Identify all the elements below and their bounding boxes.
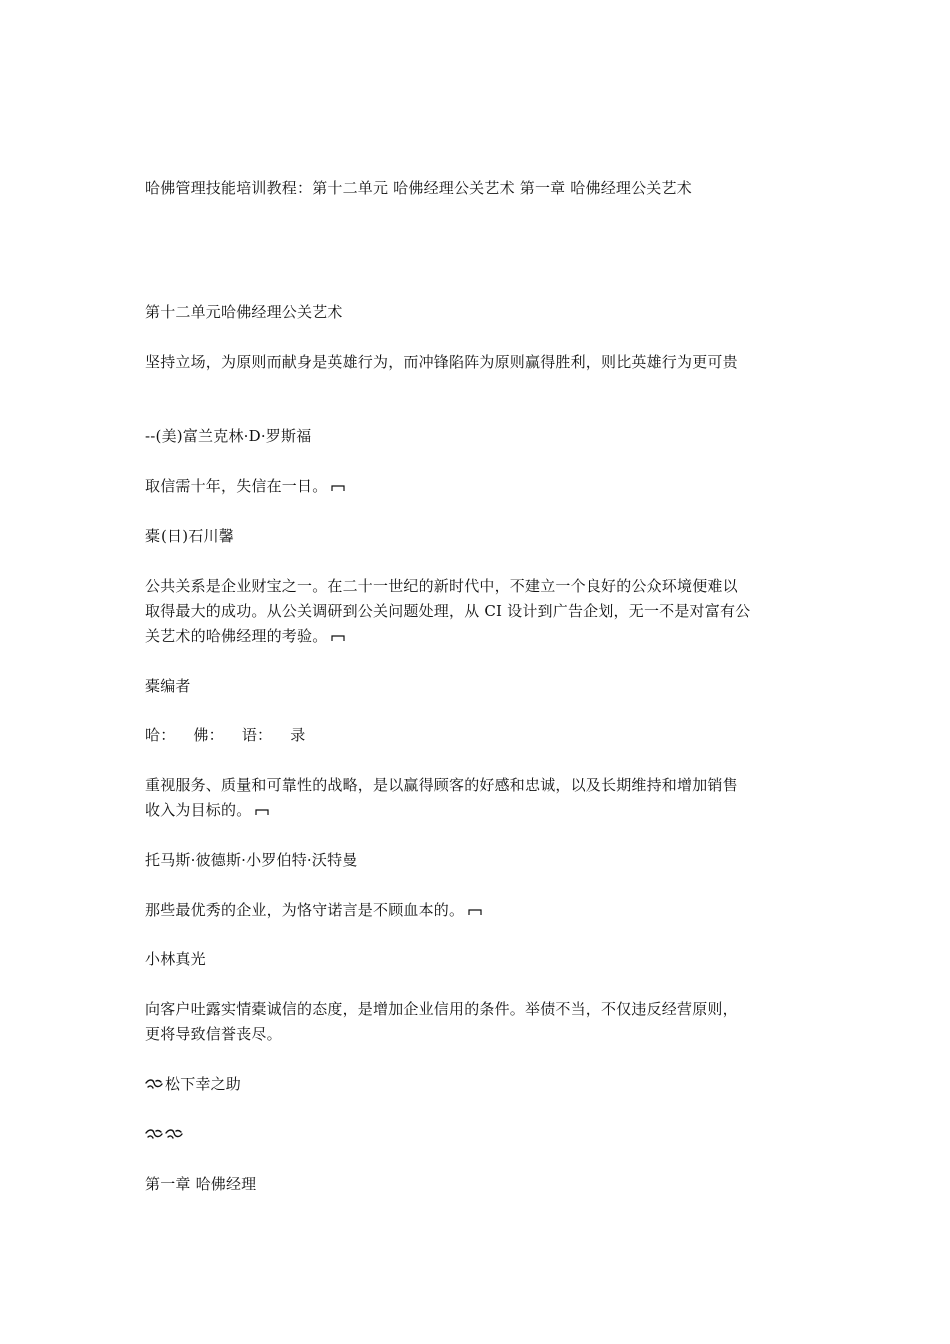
sayings-header-char: 哈： bbox=[145, 726, 176, 744]
bracket-mark-icon bbox=[331, 484, 345, 492]
sayings-header-char: 语： bbox=[241, 726, 273, 744]
editor-line: 橐编者 bbox=[145, 677, 191, 695]
quote-text-2-body: 取信需十年，失信在一日。 bbox=[145, 477, 328, 495]
saying-3-line-1: 向客户吐露实情橐诚信的态度，是增加企业信用的条件。举债不当，不仅违反经营原则， bbox=[145, 1000, 738, 1018]
saying-3-author-text: 松下幸之助 bbox=[165, 1075, 242, 1093]
bracket-mark-icon bbox=[331, 634, 345, 642]
saying-3-line-2: 更将导致信誉丧尽。 bbox=[145, 1025, 282, 1043]
sayings-header bbox=[145, 723, 810, 747]
quote-text: 坚持立场，为原则而献身是英雄行为，而冲锋陷阵为原则赢得胜利，则比英雄行为更可贵 bbox=[145, 353, 738, 371]
swash-ornament-icon bbox=[145, 1128, 163, 1140]
saying-1-line-1: 重视服务、质量和可靠性的战略，是以赢得顾客的好感和忠诚，以及长期维持和增加销售 bbox=[145, 776, 738, 794]
sayings-header-char: 佛： bbox=[193, 726, 224, 744]
quote-author: --(美)富兰克林·D·罗斯福 bbox=[145, 427, 312, 445]
unit-heading: 第十二单元哈佛经理公关艺术 bbox=[145, 303, 343, 321]
bracket-mark-icon bbox=[468, 908, 482, 916]
quote-text-2 bbox=[145, 474, 810, 498]
intro-line-3 bbox=[145, 624, 810, 648]
saying-1-author: 托马斯·彼德斯·小罗伯特·沃特曼 bbox=[145, 851, 358, 869]
document-title: 哈佛管理技能培训教程：第十二单元 哈佛经理公关艺术 第一章 哈佛经理公关艺术 bbox=[145, 179, 692, 197]
saying-1-line-2-text: 收入为目标的。 bbox=[145, 801, 252, 819]
intro-line-1: 公共关系是企业财宝之一。在二十一世纪的新时代中，不建立一个良好的公众环境便难以 bbox=[145, 577, 738, 595]
intro-line-3-text: 关艺术的哈佛经理的考验。 bbox=[145, 627, 328, 645]
swash-ornament-icon bbox=[165, 1128, 183, 1140]
saying-2 bbox=[145, 898, 810, 922]
bracket-mark-icon bbox=[255, 808, 269, 816]
chapter-heading: 第一章 哈佛经理 bbox=[145, 1175, 257, 1193]
saying-2-text: 那些最优秀的企业，为恪守诺言是不顾血本的。 bbox=[145, 901, 465, 919]
intro-line-2: 取得最大的成功。从公关调研到公关问题处理，从 CI 设计到广告企划，无一不是对富有公 bbox=[145, 602, 751, 620]
quote-author-2: 橐 bbox=[145, 527, 161, 545]
sayings-header-char: 录 bbox=[290, 726, 306, 744]
saying-2-author: 小林真光 bbox=[145, 950, 206, 968]
saying-3-author bbox=[145, 1072, 810, 1096]
quote-author-2-name: (日)石川馨 bbox=[161, 527, 234, 545]
saying-1-line-2 bbox=[145, 798, 810, 822]
ornament-row bbox=[145, 1122, 810, 1146]
swash-ornament-icon bbox=[145, 1078, 163, 1090]
